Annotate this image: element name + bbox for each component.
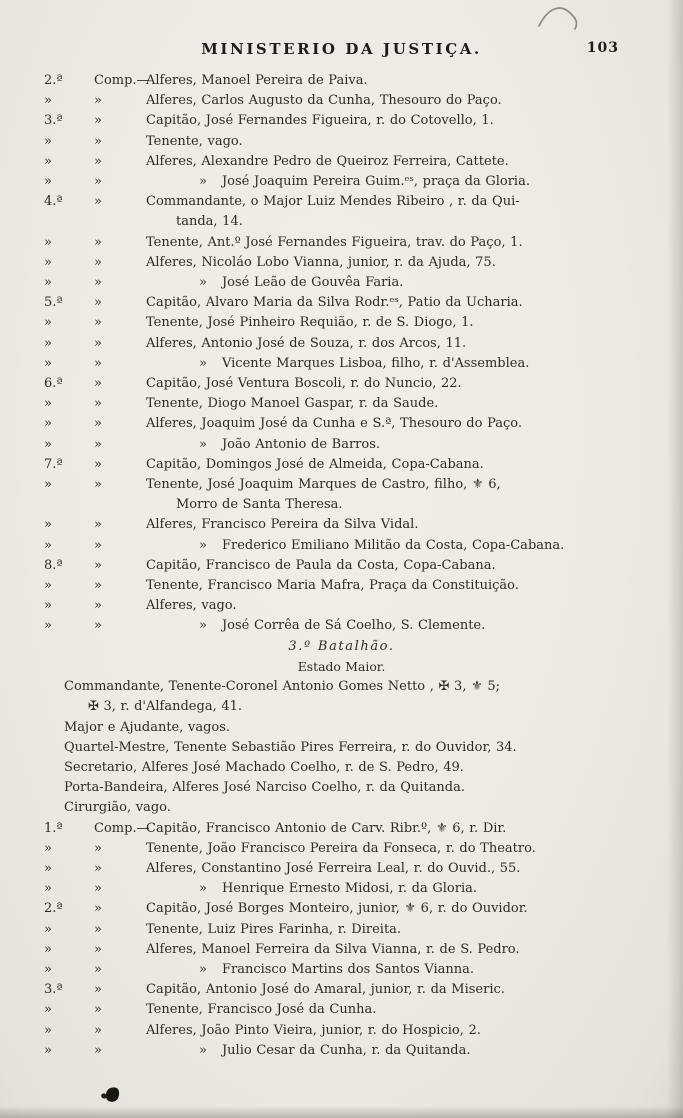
pen-mark-artifact	[536, 3, 580, 35]
line-text: Tenente, Francisco Maria Mafra, Praça da Constituição.	[146, 578, 519, 594]
company-column: »	[44, 578, 52, 594]
document-line	[0, 374, 683, 394]
line-text-content: João Antonio de Barros.	[221, 436, 381, 452]
document-line	[0, 718, 683, 738]
page-header	[0, 0, 683, 66]
company-column: »	[44, 234, 52, 250]
company-column: 1.ª	[44, 820, 63, 836]
company-column: »	[44, 1022, 52, 1038]
line-text-content: Julio Cesar da Cunha, r. da Quitanda.	[221, 1042, 471, 1058]
document-line	[0, 536, 683, 556]
ditto-mark: »	[199, 275, 207, 291]
company-column: »	[44, 1042, 52, 1058]
rank-ditto-column: »	[94, 133, 102, 149]
line-text: Alferes, Constantino José Ferreira Leal, r. do Ouvid., 55.	[146, 860, 521, 876]
document-line	[0, 637, 683, 657]
rank-ditto-column: »	[94, 901, 102, 917]
line-text: Tenente, José Joaquim Marques de Castro, filho, ⚜ 6,	[146, 477, 501, 493]
document-line	[0, 334, 683, 354]
line-text: Commandante, o Major Luiz Mendes Ribeiro , r. da Qui-	[146, 194, 520, 210]
rank-ditto-column: »	[94, 941, 102, 957]
line-text-content: Francisco Martins dos Santos Vianna.	[221, 961, 475, 977]
rank-ditto-column: »	[94, 355, 102, 371]
ditto-mark: »	[199, 537, 207, 553]
document-line	[0, 71, 683, 91]
company-column: 8.ª	[44, 557, 63, 573]
document-line	[0, 980, 683, 1000]
document-line	[0, 132, 683, 152]
line-text: Alferes, Carlos Augusto da Cunha, Thesouro do Paço.	[146, 93, 502, 109]
line-text-content: José Corrêa de Sá Coelho, S. Clemente.	[221, 618, 486, 634]
document-line	[0, 940, 683, 960]
company-column: »	[44, 275, 52, 291]
document-line	[0, 798, 683, 818]
document-line	[0, 738, 683, 758]
document-line	[0, 273, 683, 293]
line-text-content: Frederico Emiliano Militão da Costa, Copa-Cabana.	[221, 537, 565, 553]
rank-ditto-column: »	[94, 436, 102, 452]
document-line	[0, 435, 683, 455]
line-text	[146, 616, 485, 636]
line-text: Secretario, Alferes José Machado Coelho, r. de S. Pedro, 49.	[64, 759, 464, 775]
line-text: Estado Maior.	[297, 658, 386, 674]
line-text	[146, 273, 403, 293]
document-line	[0, 91, 683, 111]
rank-ditto-column: »	[94, 840, 102, 856]
document-line	[0, 354, 683, 374]
rank-ditto-column: »	[94, 598, 102, 614]
line-text: Tenente, Francisco José da Cunha.	[146, 1002, 377, 1018]
line-text: Alferes, Antonio José de Souza, r. dos Arcos, 11.	[146, 335, 467, 351]
line-text-content: José Leão de Gouvêa Faria.	[221, 275, 404, 291]
rank-ditto-column: Comp.—	[94, 820, 150, 836]
rank-ditto-column: Comp.—	[94, 73, 150, 88]
rank-ditto-column: »	[94, 1042, 102, 1058]
line-text: Capitão, José Ventura Boscoli, r. do Nuncio, 22.	[146, 376, 462, 392]
rank-ditto-column: »	[94, 881, 102, 897]
line-text: Cirurgião, vago.	[64, 800, 171, 816]
company-column: »	[44, 396, 52, 412]
rank-ditto-column: »	[94, 295, 102, 311]
page-number: 103	[586, 40, 619, 56]
line-text: Capitão, Francisco Antonio de Carv. Ribr.º, ⚜ 6, r. Dir.	[146, 820, 507, 836]
document-line	[0, 233, 683, 253]
document-line	[0, 455, 683, 475]
rank-ditto-column: »	[94, 376, 102, 392]
line-text: 3.º Batalhão.	[288, 638, 395, 654]
line-text: Alferes, Francisco Pereira da Silva Vidal.	[146, 517, 419, 533]
document-line	[0, 758, 683, 778]
document-line	[0, 414, 683, 434]
document-line	[0, 859, 683, 879]
company-column: »	[44, 840, 52, 856]
line-text-content: Henrique Ernesto Midosi, r. da Gloria.	[221, 881, 477, 897]
document-line	[0, 293, 683, 313]
line-text: Alferes, vago.	[146, 598, 237, 614]
document-line	[0, 657, 683, 677]
line-text: Tenente, vago.	[146, 133, 243, 149]
company-column: »	[44, 315, 52, 331]
document-body	[0, 71, 683, 1061]
document-line	[0, 111, 683, 131]
rank-ditto-column: »	[94, 416, 102, 432]
rank-ditto-column: »	[94, 517, 102, 533]
rank-ditto-column: »	[94, 618, 102, 634]
company-column: 3.ª	[44, 982, 63, 998]
rank-ditto-column: »	[94, 860, 102, 876]
document-line	[0, 879, 683, 899]
company-column: »	[44, 921, 52, 937]
line-text	[146, 879, 477, 899]
document-line	[0, 576, 683, 596]
company-column: »	[44, 961, 52, 977]
ditto-mark: »	[199, 436, 207, 452]
line-text	[146, 435, 380, 455]
line-text: Tenente, Diogo Manoel Gaspar, r. da Saude.	[146, 396, 439, 412]
rank-ditto-column: »	[94, 194, 102, 210]
ditto-mark: »	[199, 1042, 207, 1058]
company-column: »	[44, 1002, 52, 1018]
document-line	[0, 778, 683, 798]
scan-edge-shadow-bottom	[0, 1106, 683, 1118]
company-column: »	[44, 517, 52, 533]
company-column: 2.ª	[44, 901, 63, 917]
line-text: ✠ 3, r. d'Alfandega, 41.	[88, 699, 243, 715]
rank-ditto-column: »	[94, 1002, 102, 1018]
line-text: Alferes, João Pinto Vieira, junior, r. do Hospicio, 2.	[146, 1022, 481, 1038]
rank-ditto-column: »	[94, 275, 102, 291]
ditto-mark: »	[199, 881, 207, 897]
line-text: Alferes, Nicoláo Lobo Vianna, junior, r. da Ajuda, 75.	[146, 254, 496, 270]
document-line	[0, 839, 683, 859]
document-line	[0, 677, 683, 697]
line-text: Capitão, Domingos José de Almeida, Copa-Cabana.	[146, 456, 484, 472]
company-column: »	[44, 598, 52, 614]
document-line	[0, 212, 683, 232]
line-text: Tenente, Ant.º José Fernandes Figueira, trav. do Paço, 1.	[146, 234, 523, 250]
rank-ditto-column: »	[94, 477, 102, 493]
company-column: »	[44, 254, 52, 270]
document-line	[0, 1000, 683, 1020]
company-column: »	[44, 618, 52, 634]
document-line	[0, 920, 683, 940]
company-column: 6.ª	[44, 376, 63, 392]
document-line	[0, 960, 683, 980]
line-text: Porta-Bandeira, Alferes José Narciso Coelho, r. da Quitanda.	[64, 780, 465, 796]
document-line	[0, 1041, 683, 1061]
rank-ditto-column: »	[94, 335, 102, 351]
line-text	[146, 536, 564, 556]
ditto-mark: »	[199, 961, 207, 977]
document-line	[0, 253, 683, 273]
rank-ditto-column: »	[94, 234, 102, 250]
line-text	[146, 172, 530, 192]
rank-ditto-column: »	[94, 174, 102, 190]
document-line	[0, 819, 683, 839]
company-column: 5.ª	[44, 295, 63, 311]
company-column: »	[44, 416, 52, 432]
line-text: Tenente, José Pinheiro Requião, r. de S. Diogo, 1.	[146, 315, 474, 331]
company-column: »	[44, 860, 52, 876]
company-column: »	[44, 537, 52, 553]
company-column: »	[44, 174, 52, 190]
rank-ditto-column: »	[94, 113, 102, 129]
document-line	[0, 515, 683, 535]
rank-ditto-column: »	[94, 982, 102, 998]
rank-ditto-column: »	[94, 1022, 102, 1038]
page-title: MINISTERIO DA JUSTIÇA.	[201, 40, 482, 58]
line-text: tanda, 14.	[176, 214, 243, 230]
line-text: Capitão, Francisco de Paula da Costa, Copa-Cabana.	[146, 557, 496, 573]
ditto-mark: »	[199, 174, 207, 190]
company-column: »	[44, 477, 52, 493]
company-column: »	[44, 941, 52, 957]
line-text	[146, 1041, 471, 1061]
company-column: 4.ª	[44, 194, 63, 210]
line-text: Capitão, Alvaro Maria da Silva Rodr.ᵉˢ, Patio da Ucharia.	[146, 295, 523, 311]
company-column: 3.ª	[44, 113, 63, 129]
rank-ditto-column: »	[94, 456, 102, 472]
ditto-mark: »	[199, 355, 207, 371]
line-text: Capitão, José Fernandes Figueira, r. do Cotovello, 1.	[146, 113, 494, 129]
line-text-content: José Joaquim Pereira Guim.ᵉˢ, praça da Gloria.	[221, 174, 530, 190]
line-text-content: Vicente Marques Lisboa, filho, r. d'Assemblea.	[221, 355, 530, 371]
company-column: »	[44, 355, 52, 371]
line-text: Tenente, Luiz Pires Farinha, r. Direita.	[146, 921, 402, 937]
line-text: Major e Ajudante, vagos.	[64, 719, 231, 735]
line-text: Alferes, Alexandre Pedro de Queiroz Ferreira, Cattete.	[146, 153, 509, 169]
document-line	[0, 495, 683, 515]
line-text: Alferes, Manoel Ferreira da Silva Vianna, r. de S. Pedro.	[146, 941, 520, 957]
company-column: »	[44, 436, 52, 452]
company-column: 2.ª	[44, 73, 63, 88]
rank-ditto-column: »	[94, 557, 102, 573]
company-column: »	[44, 881, 52, 897]
document-line	[0, 152, 683, 172]
rank-ditto-column: »	[94, 921, 102, 937]
document-line	[0, 899, 683, 919]
company-column: »	[44, 133, 52, 149]
document-line	[0, 697, 683, 717]
document-line	[0, 172, 683, 192]
company-column: »	[44, 153, 52, 169]
rank-ditto-column: »	[94, 254, 102, 270]
document-line	[0, 394, 683, 414]
line-text: Capitão, José Borges Monteiro, junior, ⚜ 6, r. do Ouvidor.	[146, 901, 528, 917]
rank-ditto-column: »	[94, 537, 102, 553]
line-text: Morro de Santa Theresa.	[176, 497, 343, 513]
rank-ditto-column: »	[94, 578, 102, 594]
rank-ditto-column: »	[94, 93, 102, 109]
document-line	[0, 1021, 683, 1041]
line-text: Alferes, Manoel Pereira de Paiva.	[146, 73, 368, 88]
line-text: Capitão, Antonio José do Amaral, junior, r. da Miseric.	[146, 982, 505, 998]
rank-ditto-column: »	[94, 153, 102, 169]
company-column: »	[44, 335, 52, 351]
document-line	[0, 616, 683, 636]
line-text	[146, 960, 474, 980]
line-text: Tenente, João Francisco Pereira da Fonseca, r. do Theatro.	[146, 840, 536, 856]
ink-blot-artifact	[104, 1085, 121, 1103]
rank-ditto-column: »	[94, 315, 102, 331]
company-column: »	[44, 93, 52, 109]
rank-ditto-column: »	[94, 396, 102, 412]
document-line	[0, 313, 683, 333]
line-text: Commandante, Tenente-Coronel Antonio Gomes Netto , ✠ 3, ⚜ 5;	[64, 679, 501, 695]
line-text	[146, 354, 529, 374]
line-text: Quartel-Mestre, Tenente Sebastião Pires Ferreira, r. do Ouvidor, 34.	[64, 739, 517, 755]
document-line	[0, 475, 683, 495]
line-text: Alferes, Joaquim José da Cunha e S.ª, Thesouro do Paço.	[146, 416, 523, 432]
rank-ditto-column: »	[94, 961, 102, 977]
document-line	[0, 192, 683, 212]
document-line	[0, 596, 683, 616]
company-column: 7.ª	[44, 456, 63, 472]
document-line	[0, 556, 683, 576]
ditto-mark: »	[199, 618, 207, 634]
